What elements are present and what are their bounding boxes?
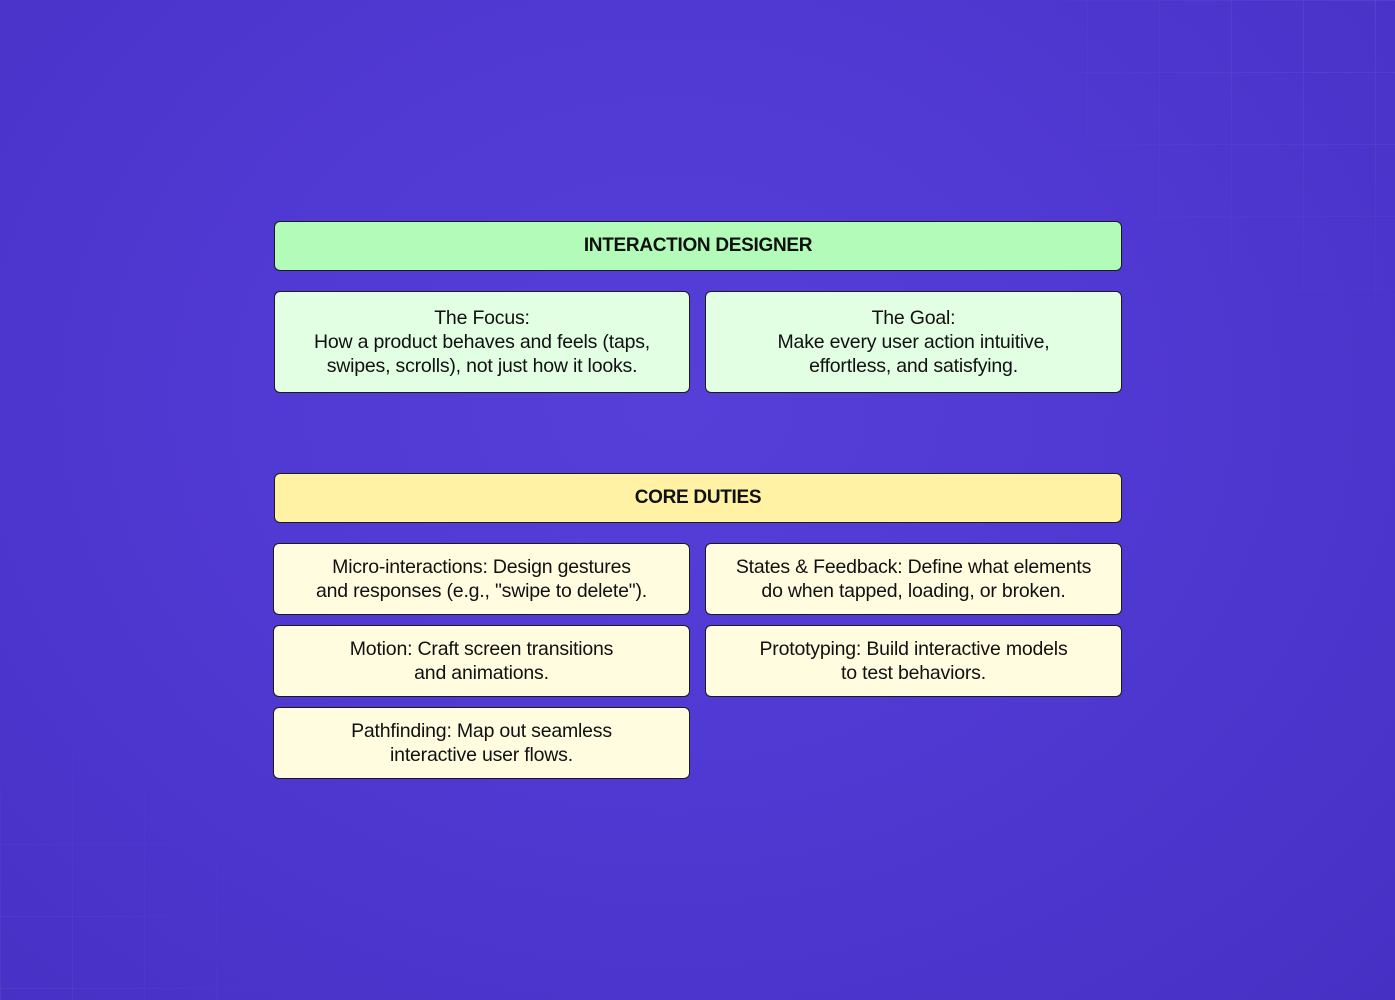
duty-text: Micro-interactions: Design gestures and responses (e.g., "swipe to delete").: [315, 556, 648, 602]
focus-label: The Focus:: [434, 307, 530, 329]
duty-text: Prototyping: Build interactive models to test behaviors.: [759, 638, 1068, 684]
duty-text: Motion: Craft screen transitions and animations.: [349, 638, 614, 684]
focus-text: How a product behaves and feels (taps, swipes, scrolls), not just how it looks.: [313, 331, 651, 377]
duty-card-micro-interactions: [273, 543, 690, 615]
focus-card-content: [314, 306, 650, 378]
duty-card-pathfinding: [273, 707, 690, 779]
interaction-designer-header: [274, 221, 1122, 271]
duty-card-motion: [273, 625, 690, 697]
goal-text: Make every user action intuitive, effortless, and satisfying.: [777, 331, 1050, 377]
background-grid-top-right: [1015, 0, 1395, 330]
duty-card-states-feedback: [705, 543, 1122, 615]
duty-text: Pathfinding: Map out seamless interactive user flows.: [351, 720, 612, 766]
interaction-designer-title: INTERACTION DESIGNER: [583, 235, 813, 256]
focus-card: [274, 291, 690, 393]
core-duties-header: [274, 473, 1122, 523]
goal-card-content: [778, 306, 1050, 378]
background-grid-bottom-left: [0, 700, 300, 1000]
duty-card-prototyping: [705, 625, 1122, 697]
goal-label: The Goal:: [871, 307, 956, 329]
goal-card: [705, 291, 1122, 393]
core-duties-title: CORE DUTIES: [634, 487, 762, 508]
duty-text: States & Feedback: Define what elements do when tapped, loading, or broken.: [735, 556, 1092, 602]
